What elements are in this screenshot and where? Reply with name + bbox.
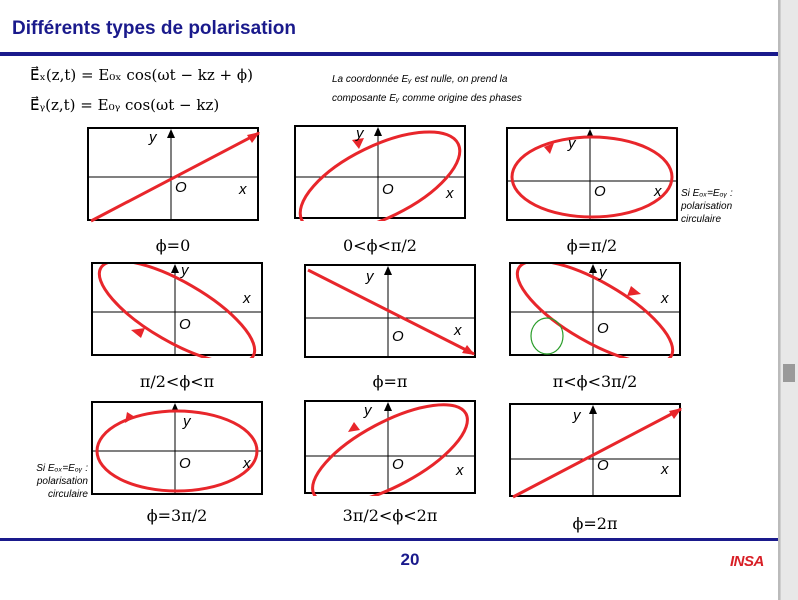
top-divider (0, 52, 780, 56)
x-axis-label: x (243, 290, 251, 307)
caption-phi-pi2-to-pi: π/2<ϕ<π (139, 372, 215, 391)
caption-phi-pi2: ϕ=π/2 (566, 236, 618, 255)
linear-polarization-line (513, 409, 681, 497)
caption-phi-pi: ϕ=π (372, 372, 408, 391)
y-axis-label: y (183, 413, 191, 430)
panel-phi-pi2 (506, 127, 678, 221)
x-axis-label: x (454, 322, 462, 339)
arrow-head (462, 345, 475, 355)
x-axis-label: x (654, 183, 662, 200)
caption-phi-3pi2: ϕ=3π/2 (146, 506, 208, 525)
y-axis-label: y (366, 268, 374, 285)
bottom-divider (0, 538, 780, 541)
panel-phi-0-to-pi2 (294, 125, 466, 219)
slide-title: Différents types de polarisation (12, 18, 297, 39)
panel-phi-pi-to-3pi2 (509, 262, 681, 356)
y-axis-label: y (568, 135, 576, 152)
origin-label: O (382, 181, 394, 198)
caption-phi-0-to-pi2: 0<ϕ<π/2 (343, 236, 417, 255)
caption-phi-0: ϕ=0 (155, 236, 191, 255)
origin-label: O (594, 183, 606, 200)
circular-note-left: Si Eₒₓ=Eₒᵧ : polarisation circulaire (36, 463, 88, 500)
arrow-head (247, 132, 260, 143)
phase-origin-note-line2: composante Eᵧ comme origine des phases (332, 93, 522, 104)
origin-label: O (179, 455, 191, 472)
y-axis-label: y (364, 402, 372, 419)
x-axis-label: x (456, 462, 464, 479)
y-axis-label: y (599, 264, 607, 281)
origin-label: O (597, 320, 609, 337)
elliptical-polarization-curve (296, 127, 468, 221)
caption-phi-3pi2-to-2pi: 3π/2<ϕ<2π (342, 506, 438, 525)
circular-note-right: Si Eₒₓ=Eₒᵧ : polarisation circulaire (681, 188, 733, 225)
x-axis-label: x (446, 185, 454, 202)
equation-ey: E⃗ᵧ(z,t) = E₀ᵧ cos(ωt − kz) (30, 96, 220, 114)
highlight-circle (531, 318, 563, 354)
origin-label: O (392, 328, 404, 345)
x-axis-label: x (661, 461, 669, 478)
y-axis-label: y (181, 262, 189, 279)
y-axis-label: y (356, 125, 364, 142)
vertical-scrollbar[interactable] (780, 0, 798, 600)
elliptical-polarization-curve (93, 264, 265, 358)
phase-origin-note-line1: La coordonnée Eᵧ est nulle, on prend la (332, 74, 508, 85)
linear-polarization-line (308, 270, 474, 354)
panel-phi-pi2-to-pi (91, 262, 263, 356)
elliptical-polarization-curve (511, 264, 683, 358)
panel-phi-0-plot (89, 129, 261, 223)
arrow-head (348, 422, 360, 432)
caption-phi-pi-to-3pi2: π<ϕ<3π/2 (552, 372, 638, 391)
elliptical-polarization-curve (512, 137, 672, 217)
origin-label: O (392, 456, 404, 473)
panel-phi-2pi (509, 403, 681, 497)
page-number: 20 (400, 550, 420, 569)
panel-phi-3pi2-to-2pi (304, 400, 476, 494)
arrow-head (125, 412, 135, 423)
panel-phi-pi (304, 264, 476, 358)
arrow-head (627, 286, 641, 296)
panel-phi-0 (87, 127, 259, 221)
x-axis-label: x (243, 455, 251, 472)
phase-origin-note (332, 70, 522, 108)
caption-phi-2pi: ϕ=2π (572, 514, 618, 533)
panel-phi-3pi2 (91, 401, 263, 495)
insa-logo: INSA (730, 553, 764, 570)
y-axis-label: y (573, 407, 581, 424)
y-axis-label: y (149, 129, 157, 146)
scrollbar-thumb[interactable] (783, 364, 795, 382)
x-axis-label: x (661, 290, 669, 307)
origin-label: O (179, 316, 191, 333)
arrow-head (669, 408, 682, 419)
elliptical-polarization-curve (306, 402, 478, 496)
x-axis-label: x (239, 181, 247, 198)
origin-label: O (597, 457, 609, 474)
arrow-head (131, 328, 145, 338)
origin-label: O (175, 179, 187, 196)
equation-ex: E⃗ₓ(z,t) = E₀ₓ cos(ωt − kz + ϕ) (30, 66, 253, 84)
